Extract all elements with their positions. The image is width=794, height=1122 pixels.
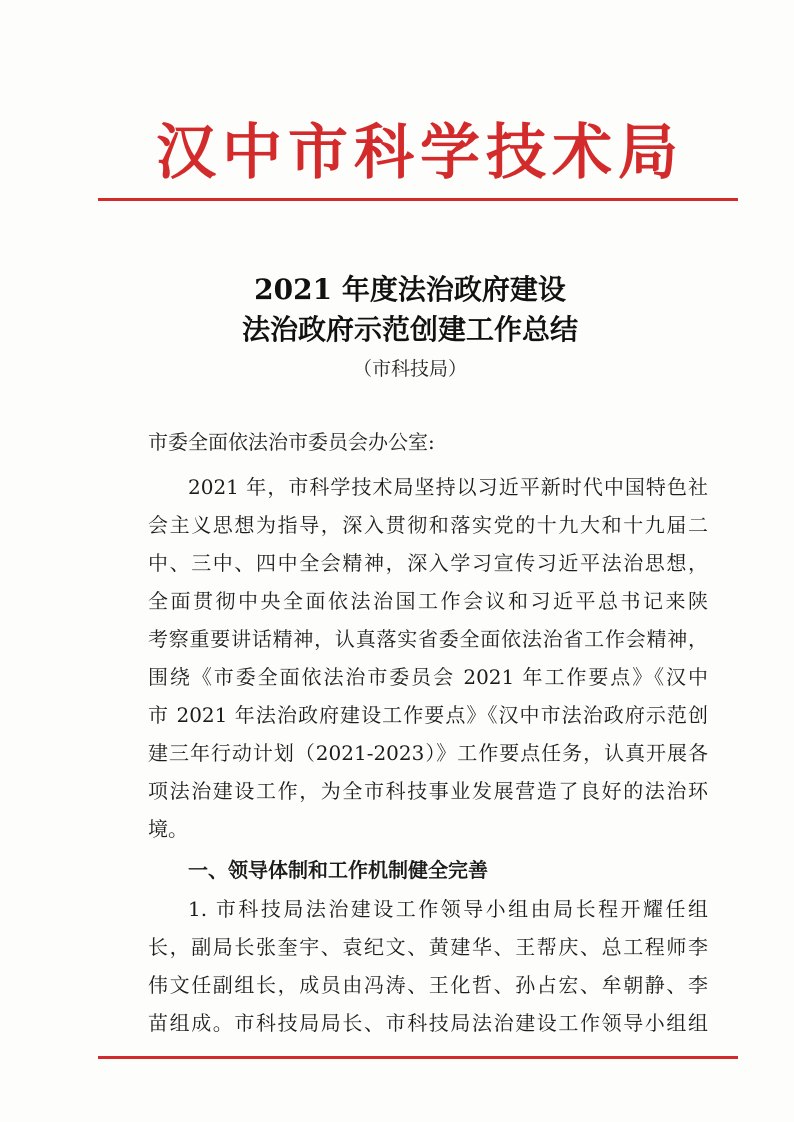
paragraph-line: 建三年行动计划（2021-2023）》工作要点任务，认真开展各 [148,741,708,765]
paragraph-line: 考察重要讲话精神，认真落实省委全面依法治省工作会精神， [148,627,708,651]
paragraph-line: 市 2021 年法治政府建设工作要点》《汉中市法治政府示范创 [148,703,708,727]
paragraph-line: 2021 年，市科学技术局坚持以习近平新时代中国特色社 [188,475,708,499]
body-paragraph-2 [148,890,708,1042]
document-title-line2: 法治政府示范创建工作总结 [241,313,578,346]
document-title-line1: 2021 年度法治政府建设 [254,273,566,306]
paragraph-line: 苗组成。市科技局局长、市科技局法治建设工作领导小组组 [148,1011,708,1035]
paragraph-line: 伟文任副组长，成员由冯涛、王化哲、孙占宏、牟朝静、李 [148,973,708,997]
body-paragraph-1 [148,468,708,848]
paragraph-line: 项法治建设工作，为全市科技事业发展营造了良好的法治环 [148,779,708,803]
recipient-line: 市委全面依法治市委员会办公室: [148,430,435,454]
paragraph-line: 全面贯彻中央全面依法治国工作会议和习近平总书记来陕 [148,589,708,613]
paragraph-line: 围绕《市委全面依法治市委员会 2021 年工作要点》《汉中 [148,665,708,689]
document-author-note: （市科技局） [352,358,467,380]
footer-red-rule [98,1056,738,1059]
paragraph-line: 中、三中、四中全会精神，深入学习宣传习近平法治思想， [148,551,708,575]
section-heading-1: 一、领导体制和工作机制健全完善 [188,858,488,882]
letterhead-title: 汉中市科学技术局 [156,118,684,188]
paragraph-line: 会主义思想为指导，深入贯彻和落实党的十九大和十九届二 [148,513,708,537]
paragraph-line: 长，副局长张奎宇、袁纪文、黄建华、王帮庆、总工程师李 [148,935,708,959]
paragraph-line: 境。 [148,817,188,841]
letterhead-red-rule [98,198,738,201]
paragraph-line: 1. 市科技局法治建设工作领导小组由局长程开耀任组 [188,897,708,921]
